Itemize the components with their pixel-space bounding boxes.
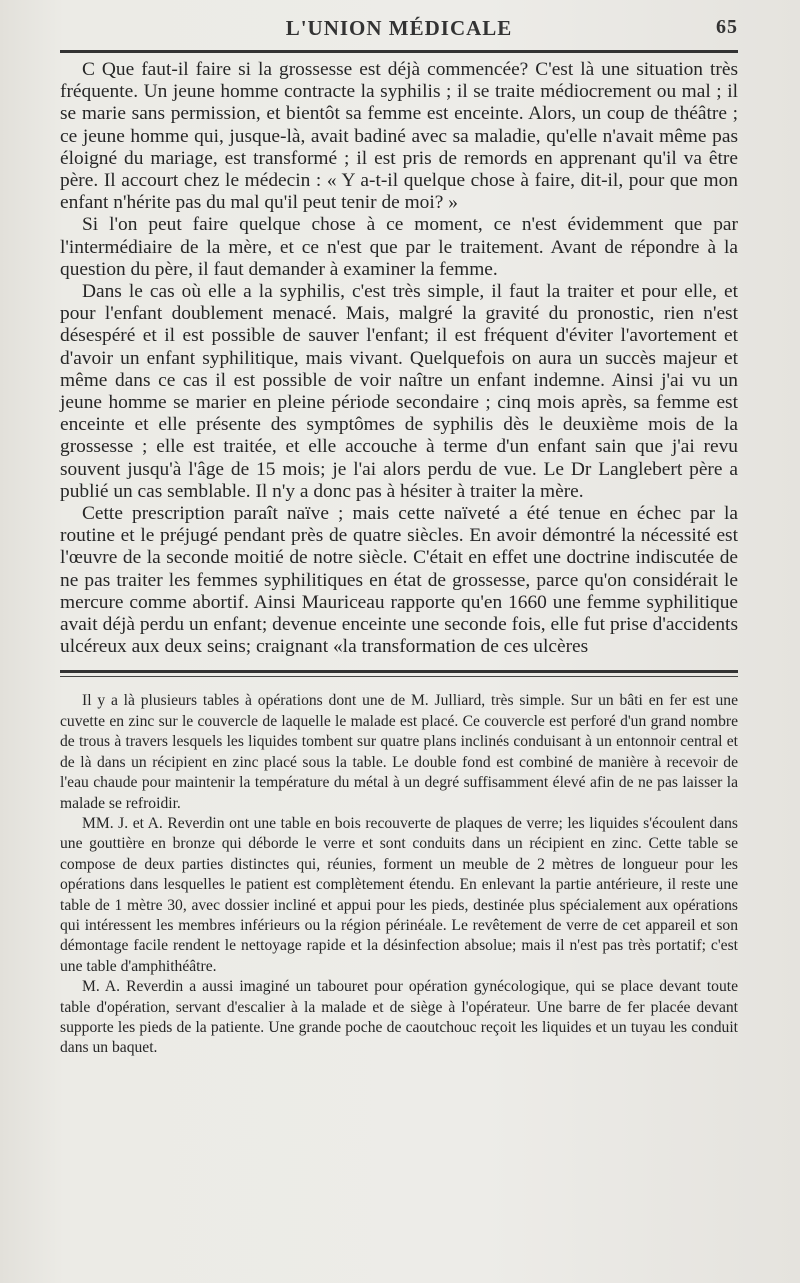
journal-title: L'UNION MÉDICALE bbox=[285, 16, 513, 40]
body-paragraph: C Que faut-il faire si la grossesse est déjà commencée? C'est là une situation très fréquente. Un jeune homme contracte la syphilis ; il se traite médiocrement ou mal ; il se marie sans permission, et bientôt sa femme est enceinte. Alors, un coup de théâtre ; ce jeune homme qui, jusque-là, avait badiné avec sa maladie, qu'elle n'avait même pas éloigné du mariage, est transformé ; il est pris de remords en apprenant qu'il va être père. Il accourt chez le médecin : « Y a-t-il quelque chose à faire, dit-il, pour que mon enfant n'hérite pas du mal qu'il peut tenir de moi? » bbox=[60, 59, 738, 214]
running-head bbox=[60, 14, 738, 44]
header-rule bbox=[60, 50, 738, 53]
page-number: 65 bbox=[716, 16, 738, 38]
footnote-paragraph: MM. J. et A. Reverdin ont une table en bois recouverte de plaques de verre; les liquides s'écoulent dans une gouttière en bronze qui déborde le verre et sont conduits dans un récipient en zinc. Cette table se compose de deux parties distinctes qui, réunies, forment un meuble de 2 mètres de longueur pour les opérations dans lesquelles le patient est complètement étendu. En enlevant la partie antérieure, il reste une table de 1 mètre 30, avec dossier incliné et appui pour les pieds, destinée plus spécialement aux opérations qui intéressent les membres inférieurs ou la région périnéale. Le revêtement de verre de cet appareil et son démontage facile rendent le nettoyage rapide et la désinfection absolue; mais il n'est pas très portatif; c'est une table d'amphithéâtre. bbox=[60, 814, 738, 975]
main-text bbox=[60, 59, 738, 658]
body-paragraph: Si l'on peut faire quelque chose à ce moment, ce n'est évidemment que par l'intermédiaire de la mère, et ce n'est que par le traitement. Avant de répondre à la question du père, il faut demander à examiner la femme. bbox=[60, 214, 738, 280]
body-paragraph: Cette prescription paraît naïve ; mais cette naïveté a été tenue en échec par la routine et le préjugé pendant près de quatre siècles. En avoir démontré la nécessité est l'œuvre de la seconde moitié de notre siècle. C'était en effet une doctrine indiscutée de ne pas traiter les femmes syphilitiques en état de grossesse, parce qu'on considérait le mercure comme abortif. Ainsi Mauriceau rapporte qu'en 1660 une femme syphilitique avait déjà perdu un enfant; devenue enceinte une seconde fois, elle fut prise d'accidents ulcéreux aux deux seins; craignant «la transformation de ces ulcères bbox=[60, 503, 738, 658]
body-paragraph: Dans le cas où elle a la syphilis, c'est très simple, il faut la traiter et pour elle, et pour l'enfant doublement menacé. Mais, malgré la gravité du pronostic, rien n'est désespéré et il est possible de sauver l'enfant; il est fréquent d'éviter l'avortement et d'avoir un enfant syphilitique, mais vivant. Quelquefois on aura un succès majeur et même dans ce cas il est possible de voir naître un enfant indemne. Ainsi j'ai vu un jeune homme se marier en pleine période secondaire ; cinq mois après, sa femme est enceinte et elle présente des symptômes de syphilis dès le deuxième mois de la grossesse ; elle est traitée, et elle accouche à terme d'un enfant sain que j'ai revu souvent jusqu'à l'âge de 15 mois; je l'ai alors perdu de vue. Le Dr Langlebert père a publié un cas semblable. Il n'y a donc pas à hésiter à traiter la mère. bbox=[60, 281, 738, 502]
footnote-rule-thin bbox=[60, 676, 738, 677]
footnote-paragraph: Il y a là plusieurs tables à opérations dont une de M. Julliard, très simple. Sur un bâti en fer est une cuvette en zinc sur le couvercle de laquelle le malade est placé. Ce couvercle est perforé d'un grand nombre de trous à travers lesquels les liquides tombent sur quatre plans inclinés conduisant à un entonnoir central et de là dans un récipient en zinc placé sous la table. Le double fond est combiné de manière à recevoir de l'eau chaude pour maintenir la température du métal à un degré suffisamment élevé afin de ne pas laisser la malade se refroidir. bbox=[60, 692, 738, 812]
footnote-rule-thick bbox=[60, 670, 738, 673]
footnotes bbox=[60, 691, 738, 1058]
footnote-paragraph: M. A. Reverdin a aussi imaginé un tabouret pour opération gynécologique, qui se place devant toute table d'opération, servant d'escalier à la malade et de siège à l'opérateur. Une barre de fer placée devant supporte les pieds de la patiente. Une grande poche de caoutchouc reçoit les liquides et un tuyau les conduit dans un baquet. bbox=[60, 978, 738, 1057]
